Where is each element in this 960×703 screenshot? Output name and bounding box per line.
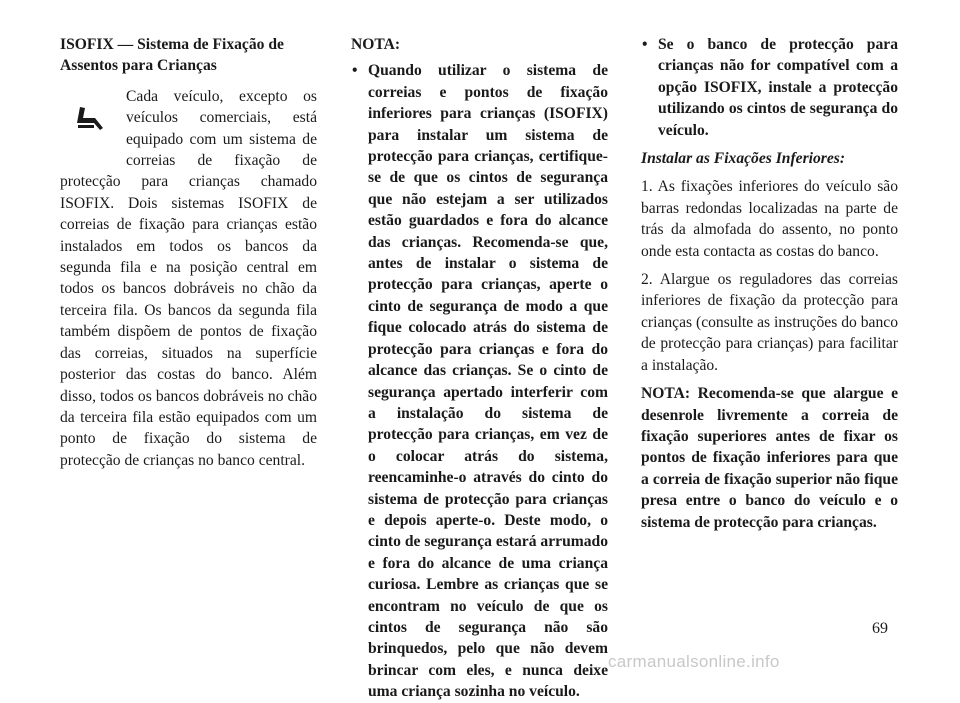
step-1: 1. As fixações inferiores do veículo são barras redondas localizadas na parte de trás da almofada do assento, no ponto onde esta contacta as costas do banco. <box>641 178 898 260</box>
watermark: carmanualsonline.info <box>608 652 780 671</box>
note-label: NOTA: <box>351 36 401 53</box>
tether-note: NOTA: Recomenda-se que alargue e desenrole livremente a correia de fixação superiores antes de fixar os pontos de fixação inferiores para que a correia de fixação superior não fique presa entre o banco do veículo e o sistema de protecção para crianças. <box>641 385 898 531</box>
step-2: 2. Alargue os reguladores das correias inferiores de fixação da protecção para crianças (consulte as instruções do banco de protecção para crianças) para facilitar a instalação. <box>641 271 898 374</box>
page-number: 69 <box>872 620 888 637</box>
column-2 <box>351 34 608 703</box>
note-bullet <box>351 60 608 702</box>
intro-paragraph: Cada veículo, excepto os veículos comerciais, está equipado com um sistema de correias de fixação de protecção para crianças chamado ISOFIX. Dois sistemas ISOFIX de correias de fixação para crianças estão instalados em todos os bancos da segunda fila e na posição central em todos os bancos dobráveis no chão da terceira fila. Os bancos da segunda fila também dispõem de pontos de fixação das correias, situados na superfície posterior das costas do banco. Além disso, todos os bancos dobráveis no chão da terceira fila estão equipados com um ponto de fixação do sistema de protecção de crianças no banco central. <box>60 87 317 469</box>
column-3 <box>641 34 898 533</box>
bullet-glyph: • <box>642 36 648 53</box>
note-bullet-text: Quando utilizar o sistema de correias e pontos de fixação inferiores para crianças (ISOFIX) para instalar um sistema de protecção para crianças, certifique-se de que os cintos de segurança que não estejam a ser utilizados estão guardados e fora do alcance das crianças. Recomenda-se que, antes de instalar o sistema de protecção para crianças, aperte o cinto de segurança de modo a que fique colocado atrás do sistema de protecção para crianças e fora do alcance das crianças. Se o cinto de segurança apertado interferir com a instalação do sistema de protecção para crianças, em vez de o colocar atrás do sistema, reencaminhe-o através do cinto do sistema de protecção para crianças e depois aperte-o. Deste modo, o cinto de segurança estará arrumado e fora do alcance de uma criança curiosa. Lembre as crianças que se encontram no veículo de que os cintos de segurança não são brinquedos, pelo que não devem brincar com eles, e nunca deixe uma criança sozinha no veículo. <box>368 62 608 701</box>
install-subheading: Instalar as Fixações Inferiores: <box>641 150 846 168</box>
child-seat-icon <box>60 90 126 152</box>
column-1 <box>60 34 317 471</box>
compat-bullet-text: Se o banco de protecção para crianças não for compatível com a opção ISOFIX, instale a protecção utilizando os cintos de segurança do veículo. <box>658 36 898 139</box>
intro-block <box>60 86 317 471</box>
bullet-glyph: • <box>352 62 358 80</box>
section-heading: ISOFIX — Sistema de Fixação de Assentos para Crianças <box>60 36 284 75</box>
compat-bullet <box>641 34 898 141</box>
